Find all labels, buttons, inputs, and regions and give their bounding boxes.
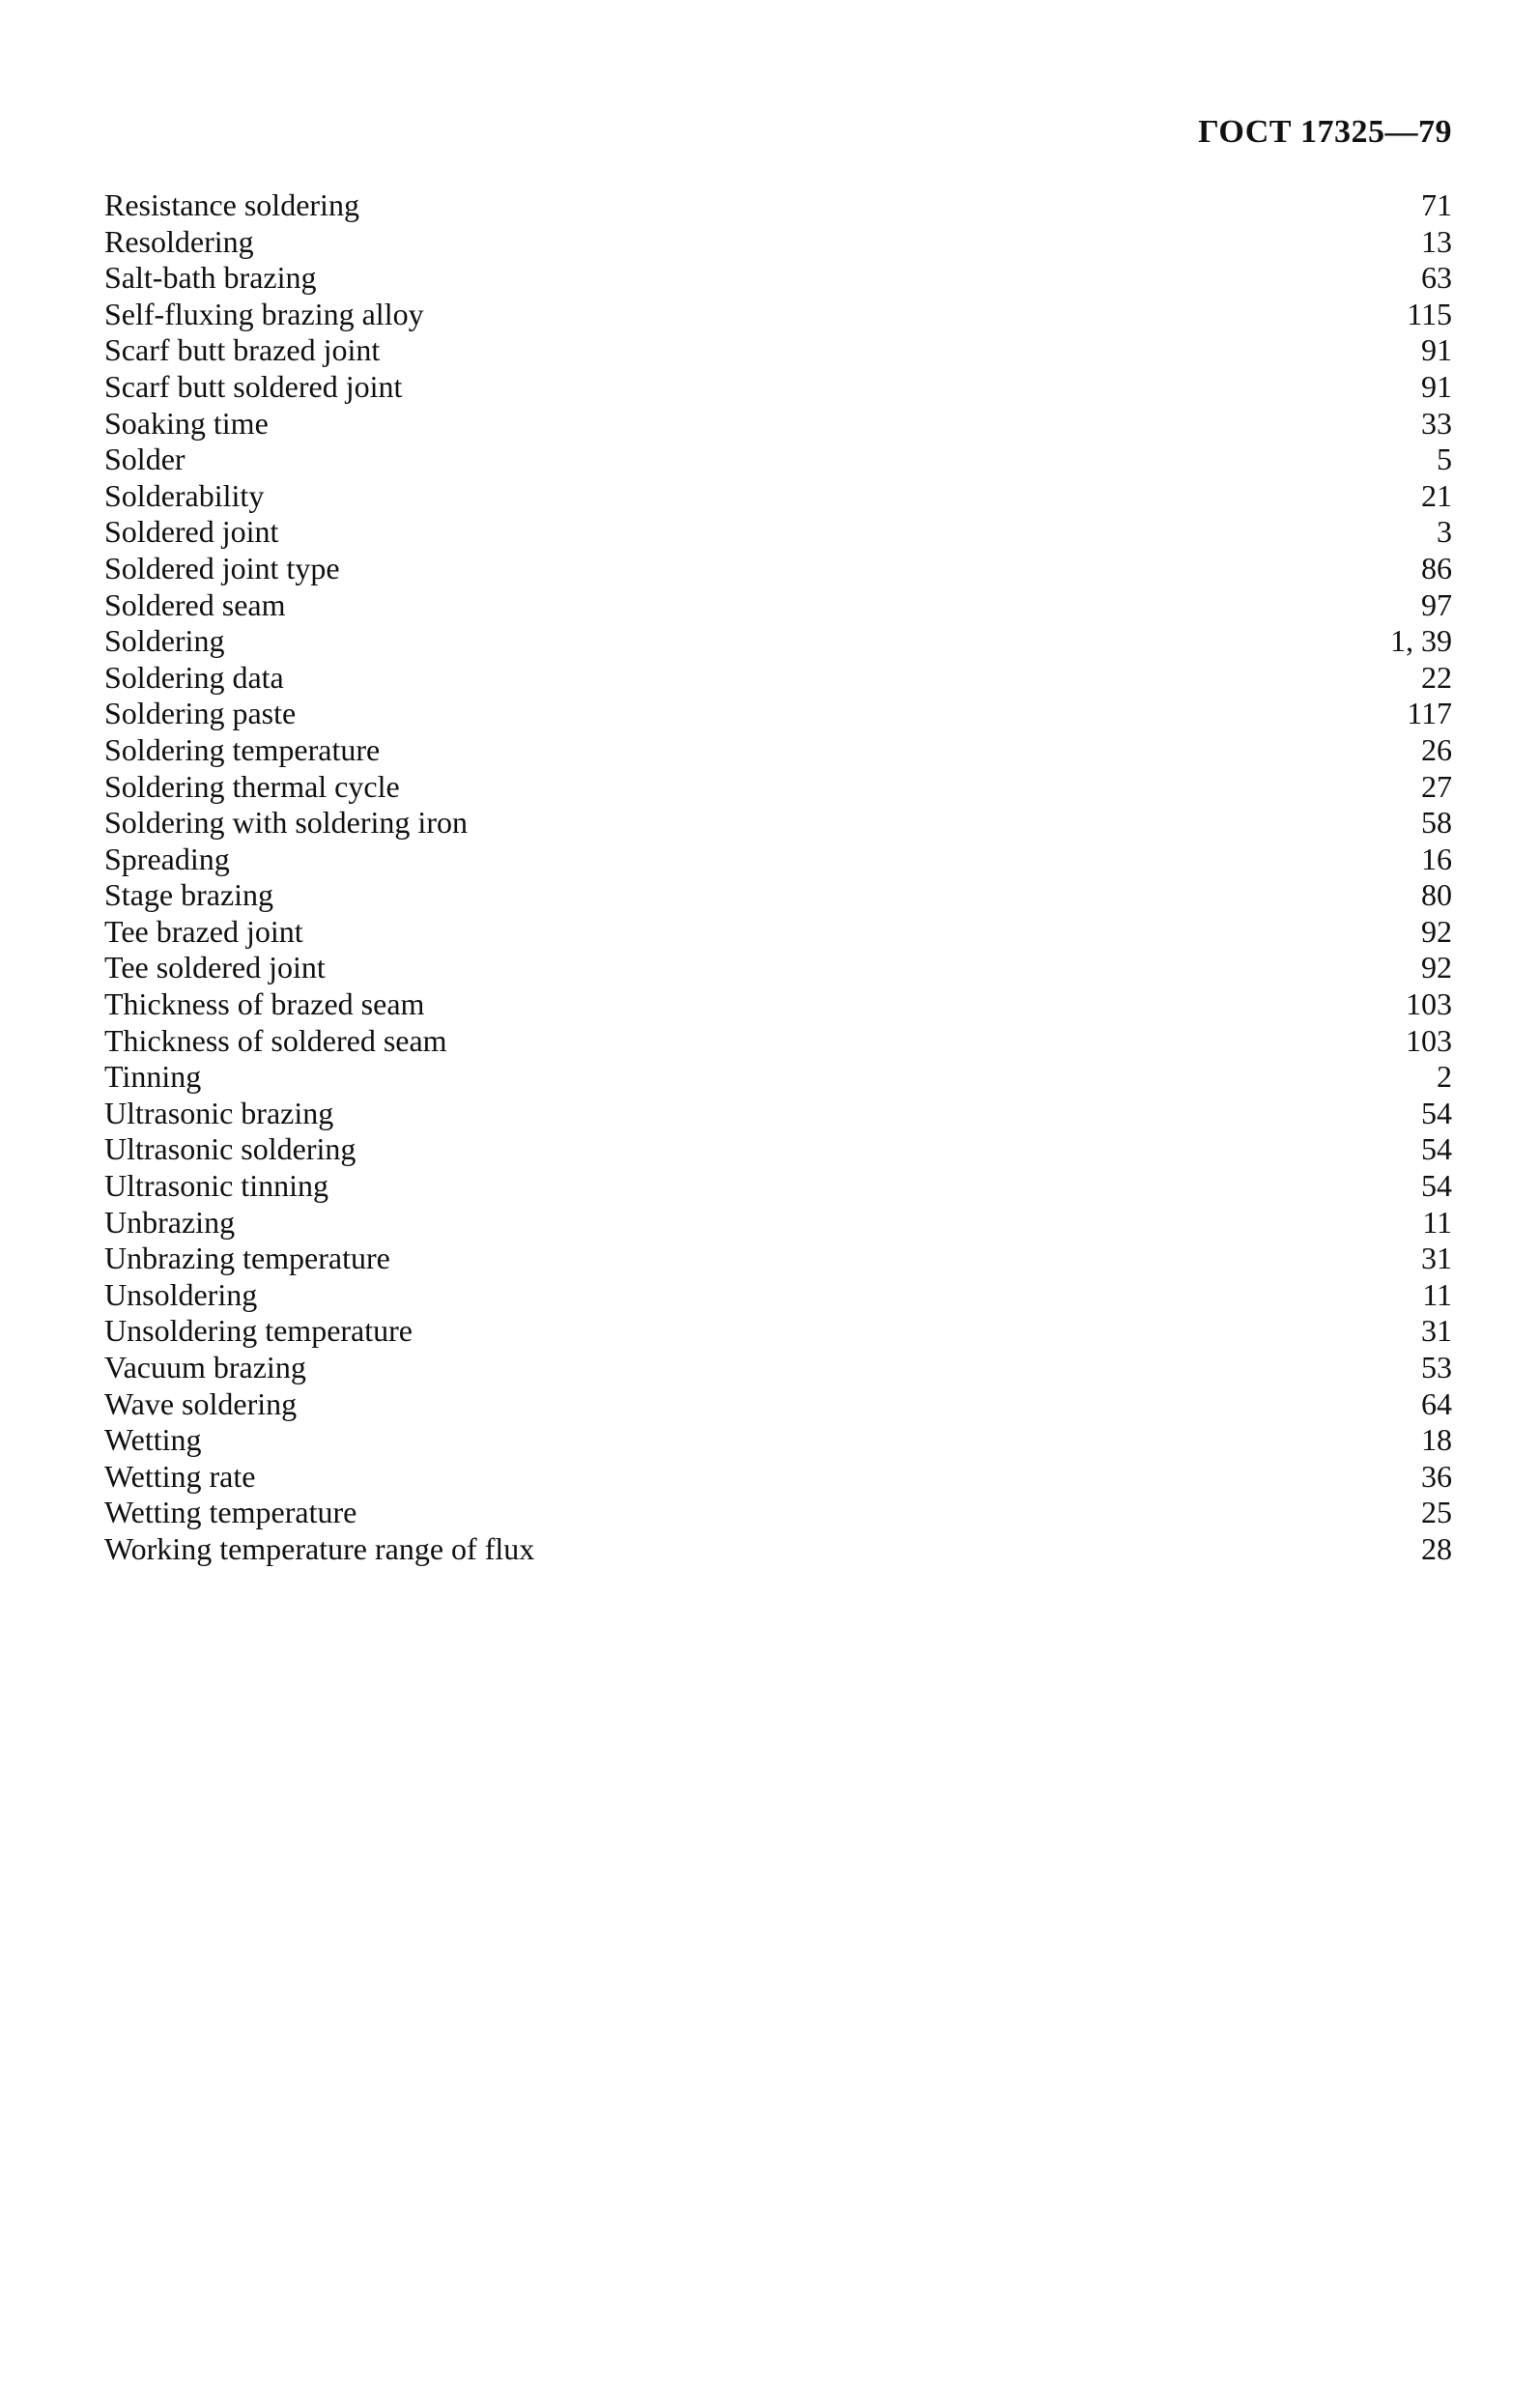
index-entry — [104, 1131, 1452, 1168]
index-term-number: 13 — [1421, 223, 1452, 259]
index-term: Solderability — [104, 477, 265, 513]
index-term: Scarf butt brazed joint — [104, 332, 381, 368]
index-term: Vacuum brazing — [104, 1350, 306, 1384]
index-term-number: 11 — [1422, 1204, 1452, 1240]
index-term-number: 18 — [1421, 1422, 1452, 1458]
document-header — [1198, 114, 1452, 151]
index-term-number: 91 — [1421, 332, 1452, 368]
index-term: Soldering thermal cycle — [104, 768, 400, 804]
index-term: Soldered joint — [104, 514, 279, 550]
index-term: Wave soldering — [104, 1385, 298, 1421]
index-entry — [104, 1023, 1452, 1060]
index-term: Wetting temperature — [104, 1495, 357, 1530]
index-term: Working temperature range of flux — [104, 1530, 535, 1566]
index-term-number: 36 — [1421, 1458, 1452, 1494]
index-term: Resistance soldering — [104, 187, 359, 222]
index-term: Soldered joint type — [104, 550, 340, 585]
index-term: Soldering — [104, 623, 225, 659]
index-entry — [104, 1422, 1452, 1459]
index-entry — [104, 187, 1452, 224]
index-entry — [104, 950, 1452, 986]
index-term: Ultrasonic brazing — [104, 1095, 334, 1130]
index-entry — [104, 623, 1452, 660]
index-term-number: 115 — [1407, 296, 1452, 331]
index-term-number: 31 — [1421, 1313, 1452, 1349]
index-entry — [104, 1059, 1452, 1096]
index-entry — [104, 551, 1452, 587]
index-term: Ultrasonic soldering — [104, 1131, 356, 1167]
index-term: Soldered seam — [104, 586, 286, 622]
index-entry — [104, 369, 1452, 406]
index-entry — [104, 478, 1452, 515]
index-entry — [104, 1459, 1452, 1496]
index-term: Salt-bath brazing — [104, 260, 317, 296]
index-term: Self-fluxing brazing alloy — [104, 296, 424, 331]
index-entry — [104, 696, 1452, 732]
index-entry — [104, 877, 1452, 914]
index-entry — [104, 660, 1452, 697]
index-entry — [104, 1495, 1452, 1531]
index-entry — [104, 914, 1452, 951]
index-entry — [104, 1096, 1452, 1132]
index-entry — [104, 1205, 1452, 1241]
index-entry — [104, 442, 1452, 478]
index-term-number: 54 — [1421, 1095, 1452, 1130]
index-term-number: 58 — [1421, 805, 1452, 841]
index-term: Soldering temperature — [104, 731, 381, 767]
index-term-number: 54 — [1421, 1168, 1452, 1204]
index-term: Soaking time — [104, 405, 269, 441]
index-entry — [104, 514, 1452, 551]
index-entry — [104, 986, 1452, 1023]
index-term-number: 26 — [1421, 731, 1452, 767]
index-term: Thickness of soldered seam — [104, 1022, 447, 1058]
index-term: Soldering data — [104, 659, 284, 695]
index-term: Solder — [104, 442, 185, 477]
index-term-number: 71 — [1421, 187, 1452, 222]
index-term-number: 86 — [1421, 550, 1452, 585]
index-term-number: 91 — [1421, 368, 1452, 404]
index-entry — [104, 260, 1452, 297]
index-term-number: 25 — [1421, 1495, 1452, 1530]
index-term: Wetting — [104, 1422, 202, 1458]
index-term-number: 53 — [1421, 1350, 1452, 1384]
index-term: Tinning — [104, 1059, 202, 1095]
index-term-number: 64 — [1421, 1385, 1452, 1421]
index-term-number: 63 — [1421, 260, 1452, 296]
index-entry — [104, 1241, 1452, 1277]
index-term-number: 97 — [1421, 586, 1452, 622]
index-term-number: 103 — [1406, 1022, 1452, 1058]
index-term-number: 22 — [1421, 659, 1452, 695]
index-term-number: 5 — [1437, 442, 1452, 477]
index-entry — [104, 1386, 1452, 1423]
index-term: Ultrasonic tinning — [104, 1168, 328, 1204]
index-entry — [104, 805, 1452, 842]
index-term: Unsoldering — [104, 1276, 258, 1312]
index-term-number: 117 — [1407, 696, 1452, 731]
index-term-number: 33 — [1421, 405, 1452, 441]
index-term-number: 1, 39 — [1390, 623, 1452, 659]
index-term-number: 92 — [1421, 913, 1452, 949]
index-entry — [104, 224, 1452, 261]
index-entry — [104, 406, 1452, 442]
index-term: Resoldering — [104, 223, 254, 259]
index-entry — [104, 587, 1452, 624]
index-term-number: 3 — [1437, 514, 1452, 550]
index-term-number: 21 — [1421, 477, 1452, 513]
term-index-list — [104, 187, 1452, 1568]
index-term: Soldering paste — [104, 696, 297, 731]
index-term-number: 92 — [1421, 950, 1452, 985]
index-entry — [104, 1277, 1452, 1314]
index-entry — [104, 769, 1452, 806]
index-term: Wetting rate — [104, 1458, 256, 1494]
index-term-number: 2 — [1437, 1059, 1452, 1095]
index-entry — [104, 332, 1452, 369]
index-term: Soldering with soldering iron — [104, 805, 468, 841]
index-term: Unbrazing — [104, 1204, 236, 1240]
index-term-number: 31 — [1421, 1241, 1452, 1276]
index-term: Spreading — [104, 841, 230, 876]
index-term: Stage brazing — [104, 877, 274, 913]
index-term-number: 11 — [1422, 1276, 1452, 1312]
standard-number: ГОСТ 17325—79 — [1198, 114, 1452, 150]
index-term-number: 28 — [1421, 1530, 1452, 1566]
index-entry — [104, 1313, 1452, 1350]
index-entry — [104, 1531, 1452, 1568]
index-term-number: 80 — [1421, 877, 1452, 913]
index-term-number: 54 — [1421, 1131, 1452, 1167]
index-term: Unsoldering temperature — [104, 1313, 413, 1349]
index-term: Scarf butt soldered joint — [104, 368, 403, 404]
index-term: Thickness of brazed seam — [104, 986, 425, 1022]
index-term-number: 103 — [1406, 986, 1452, 1022]
index-term-number: 27 — [1421, 768, 1452, 804]
index-term: Unbrazing temperature — [104, 1241, 390, 1276]
index-entry — [104, 732, 1452, 769]
index-entry — [104, 297, 1452, 333]
index-term-number: 16 — [1421, 841, 1452, 876]
index-entry — [104, 1168, 1452, 1205]
index-term: Tee brazed joint — [104, 913, 303, 949]
index-entry — [104, 1350, 1452, 1386]
index-entry — [104, 842, 1452, 878]
index-term: Tee soldered joint — [104, 950, 326, 985]
